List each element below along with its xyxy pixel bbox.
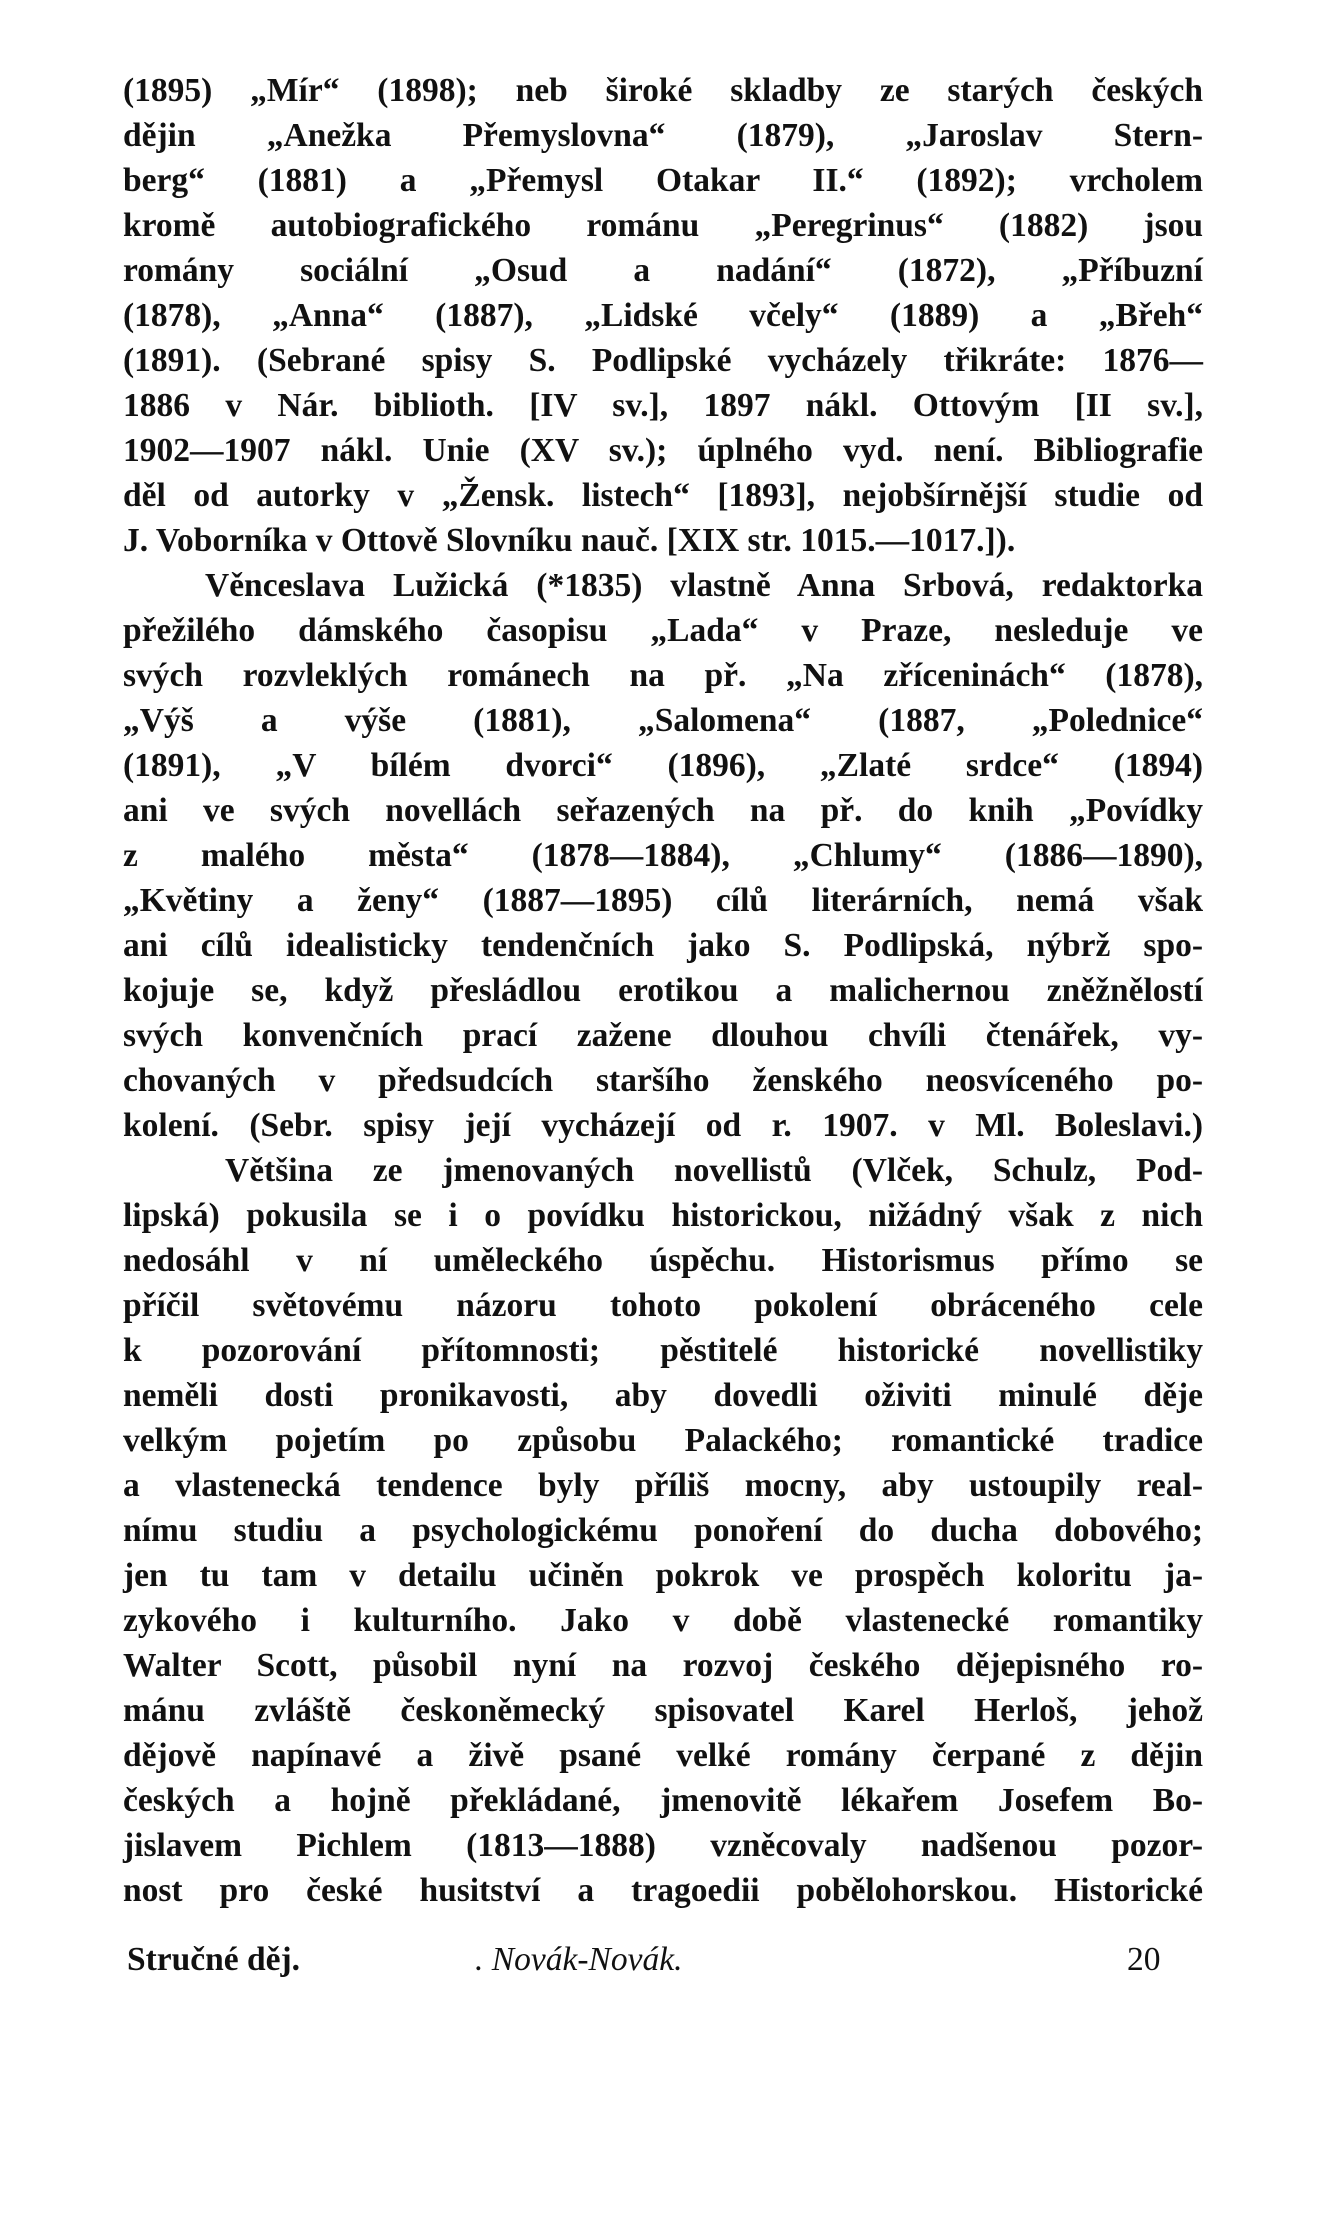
text-line: dějin „Anežka Přemyslovna“ (1879), „Jaroslav Stern- (123, 117, 1203, 154)
text-line: „Květiny a ženy“ (1887—1895) cílů literárních, nemá však (123, 882, 1203, 919)
text-line: kolení. (Sebr. spisy její vycházejí od r. 1907. v Ml. Boleslavi.) (123, 1107, 1203, 1144)
text-line: (1878), „Anna“ (1887), „Lidské včely“ (1889) a „Břeh“ (123, 297, 1203, 334)
text-line: příčil světovému názoru tohoto pokolení obráceného cele (123, 1287, 1203, 1324)
text-line: jen tu tam v detailu učiněn pokrok ve prospěch koloritu ja- (123, 1557, 1203, 1594)
text-line: nost pro české husitství a tragoedii pobělohorskou. Historické (123, 1872, 1203, 1909)
text-line: nedosáhl v ní uměleckého úspěchu. Historismus přímo se (123, 1242, 1203, 1279)
text-line: 1902—1907 nákl. Unie (XV sv.); úplného vyd. není. Bibliografie (123, 432, 1203, 469)
text-line: z malého města“ (1878—1884), „Chlumy“ (1886—1890), (123, 837, 1203, 874)
text-line: kromě autobiografického románu „Peregrinus“ (1882) jsou (123, 207, 1203, 244)
text-line: (1895) „Mír“ (1898); neb široké skladby ze starých českých (123, 72, 1203, 109)
text-line: děl od autorky v „Žensk. listech“ [1893], nejobšírnější studie od (123, 477, 1203, 514)
text-line: 1886 v Nár. biblioth. [IV sv.], 1897 nákl. Ottovým [II sv.], (123, 387, 1203, 424)
text-line: „Výš a výše (1881), „Salomena“ (1887, „Polednice“ (123, 702, 1203, 739)
text-line: nímu studiu a psychologickému ponoření do ducha dobového; (123, 1512, 1203, 1549)
text-line: mánu zvláště českoněmecký spisovatel Karel Herloš, jehož (123, 1692, 1203, 1729)
text-line: velkým pojetím po způsobu Palackého; romantické tradice (123, 1422, 1203, 1459)
text-line: ani cílů idealisticky tendenčních jako S. Podlipská, nýbrž spo- (123, 927, 1203, 964)
text-line: Věnceslava Lužická (*1835) vlastně Anna Srbová, redaktorka (205, 567, 1203, 604)
text-line: Walter Scott, působil nyní na rozvoj českého dějepisného ro- (123, 1647, 1203, 1684)
text-line: zykového i kulturního. Jako v době vlastenecké romantiky (123, 1602, 1203, 1639)
text-line: svých rozvleklých románech na př. „Na zříceninách“ (1878), (123, 657, 1203, 694)
text-line: (1891), „V bílém dvorci“ (1896), „Zlaté srdce“ (1894) (123, 747, 1203, 784)
text-line: neměli dosti pronikavosti, aby dovedli oživiti minulé děje (123, 1377, 1203, 1414)
page-number: 20 (1127, 1941, 1161, 1978)
text-line: kojuje se, když přesládlou erotikou a malichernou zněžnělostí (123, 972, 1203, 1009)
text-line: berg“ (1881) a „Přemysl Otakar II.“ (1892); vrcholem (123, 162, 1203, 199)
footer-short-title: Stručné děj. (127, 1941, 301, 1978)
footer-author: . Novák-Novák. (475, 1941, 683, 1978)
text-line: svých konvenčních prací zažene dlouhou chvíli čtenářek, vy- (123, 1017, 1203, 1054)
text-line: chovaných v předsudcích staršího ženského neosvíceného po- (123, 1062, 1203, 1099)
text-line: jislavem Pichlem (1813—1888) vzněcovaly nadšenou pozor- (123, 1827, 1203, 1864)
text-line: romány sociální „Osud a nadání“ (1872), „Příbuzní (123, 252, 1203, 289)
text-line: Většina ze jmenovaných novellistů (Vlček, Schulz, Pod- (225, 1152, 1203, 1189)
text-line: k pozorování přítomnosti; pěstitelé historické novellistiky (123, 1332, 1203, 1369)
text-line: lipská) pokusila se i o povídku historickou, nižádný však z nich (123, 1197, 1203, 1234)
text-line: českých a hojně překládané, jmenovitě lékařem Josefem Bo- (123, 1782, 1203, 1819)
text-line: dějově napínavé a živě psané velké romány čerpané z dějin (123, 1737, 1203, 1774)
text-line: ani ve svých novellách seřazených na př. do knih „Povídky (123, 792, 1203, 829)
text-line: J. Voborníka v Ottově Slovníku nauč. [XIX str. 1015.—1017.]). (123, 522, 1016, 559)
text-line: (1891). (Sebrané spisy S. Podlipské vycházely třikráte: 1876— (123, 342, 1203, 379)
text-line: přežilého dámského časopisu „Lada“ v Praze, nesleduje ve (123, 612, 1203, 649)
text-line: a vlastenecká tendence byly příliš mocny, aby ustoupily real- (123, 1467, 1203, 1504)
